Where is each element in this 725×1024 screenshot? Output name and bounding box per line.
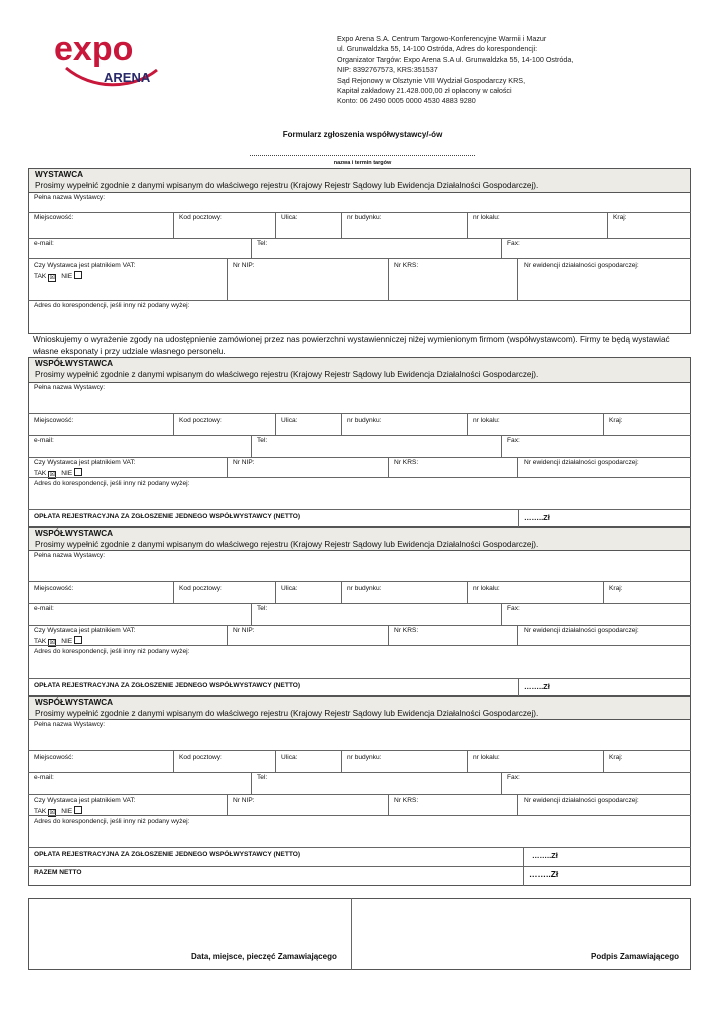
- coexhibitor-title: WSPÓŁWYSTAWCA: [35, 359, 114, 368]
- correspondence-label: Adres do korespondencji, jeśli inny niż podany wyżej:: [34, 818, 190, 825]
- unit-label: nr lokalu:: [473, 585, 500, 592]
- company-line: Sąd Rejonowy w Olsztynie VIII Wydział Gospodarczy KRS,: [337, 75, 526, 85]
- country-label: Kraj:: [613, 214, 627, 221]
- total-net-label: RAZEM NETTO: [34, 869, 82, 876]
- full-name-label: Pełna nazwa Wystawcy:: [34, 552, 106, 559]
- postal-label: Kod pocztowy:: [179, 417, 222, 424]
- activity-label: Nr ewidencji działalności gospodarczej:: [524, 797, 639, 804]
- registration-fee-label: OPŁATA REJESTRACYJNA ZA ZGŁOSZENIE JEDNEGO WSPÓŁWYSTAWCY (NETTO): [34, 513, 301, 520]
- correspondence-label: Adres do korespondencji, jeśli inny niż podany wyżej:: [34, 302, 190, 309]
- vat-yes-checkbox[interactable]: ☒: [49, 275, 56, 281]
- building-label: nr budynku:: [347, 754, 382, 761]
- krs-label: Nr KRS:: [394, 627, 419, 634]
- building-label: nr budynku:: [347, 417, 382, 424]
- coexhibitor-1-heading: [28, 357, 691, 383]
- postal-label: Kod pocztowy:: [179, 754, 222, 761]
- building-label: nr budynku:: [347, 214, 382, 221]
- vat-yes-checkbox[interactable]: ☒: [49, 810, 56, 816]
- fax-label: Fax:: [507, 774, 520, 781]
- company-line: Expo Arena S.A. Centrum Targowo-Konferencyjne Warmii i Mazur: [337, 34, 547, 43]
- full-name-input[interactable]: [29, 202, 689, 212]
- vat-no-label: NIE: [61, 808, 73, 815]
- unit-label: nr lokalu:: [473, 754, 500, 761]
- registration-fee-label: OPŁATA REJESTRACYJNA ZA ZGŁOSZENIE JEDNEGO WSPÓŁWYSTAWCY (NETTO): [34, 682, 301, 689]
- activity-label: Nr ewidencji działalności gospodarczej:: [524, 459, 639, 466]
- street-label: Ulica:: [281, 585, 298, 592]
- full-name-label: Pełna nazwa Wystawcy:: [34, 384, 106, 391]
- street-label: Ulica:: [281, 417, 298, 424]
- tel-label: Tel:: [257, 774, 268, 781]
- vat-yes-label: TAK: [34, 470, 47, 477]
- nip-label: Nr NIP:: [233, 262, 255, 269]
- vat-yes-label: TAK: [34, 638, 47, 645]
- logo-text: expo: [54, 30, 134, 68]
- registration-fee-label: OPŁATA REJESTRACYJNA ZA ZGŁOSZENIE JEDNEGO WSPÓŁWYSTAWCY (NETTO): [34, 851, 301, 858]
- consent-text: Wnioskujemy o wyrażenie zgody na udostępnienie zamówionej przez nas powierzchni wystawienniczej niżej wymienionym firmom (współwystawcom). Firmy te będą wystawiać własne eksponaty i przy udziale własnego personelu.: [33, 335, 670, 356]
- building-label: nr budynku:: [347, 585, 382, 592]
- fair-name-label: nazwa i termin targów: [333, 160, 392, 166]
- street-label: Ulica:: [281, 754, 298, 761]
- krs-label: Nr KRS:: [394, 459, 419, 466]
- coexhibitor-instruction: Prosimy wypełnić zgodnie z danymi wpisanym do właściwego rejestru (Krajowy Rejestr Sądowy lub Ewidencja Działalności Gospodarczej).: [35, 540, 539, 549]
- vat-yes-label: TAK: [34, 273, 47, 280]
- expo-arena-logo: [52, 30, 172, 92]
- email-label: e-mail:: [34, 605, 54, 612]
- vat-yes-checkbox[interactable]: ☒: [49, 640, 56, 646]
- exhibitor-heading: [28, 168, 691, 193]
- signature-label: Podpis Zamawiającego: [591, 952, 680, 961]
- coexhibitor-1-form: [28, 382, 691, 527]
- vat-label: Czy Wystawca jest płatnikiem VAT:: [34, 262, 136, 269]
- fax-label: Fax:: [507, 240, 520, 247]
- registration-fee-amount[interactable]: ……..Zł: [532, 851, 558, 860]
- activity-label: Nr ewidencji działalności gospodarczej:: [524, 627, 639, 634]
- company-line: Kapitał zakładowy 21.428.000,00 zł opłacony w całości: [337, 86, 512, 96]
- krs-label: Nr KRS:: [394, 797, 419, 804]
- tel-label: Tel:: [257, 605, 268, 612]
- correspondence-label: Adres do korespondencji, jeśli inny niż podany wyżej:: [34, 648, 190, 655]
- tel-label: Tel:: [257, 240, 268, 247]
- country-label: Kraj:: [609, 754, 623, 761]
- coexhibitor-3-heading: [28, 696, 691, 720]
- coexhibitor-2-form: [28, 550, 691, 696]
- unit-label: nr lokalu:: [473, 417, 500, 424]
- email-label: e-mail:: [34, 240, 54, 247]
- tel-label: Tel:: [257, 437, 268, 444]
- nip-label: Nr NIP:: [233, 627, 255, 634]
- coexhibitor-title: WSPÓŁWYSTAWCA: [35, 529, 114, 538]
- coexhibitor-title: WSPÓŁWYSTAWCA: [35, 698, 114, 707]
- full-name-label: Pełna nazwa Wystawcy:: [34, 194, 106, 201]
- vat-label: Czy Wystawca jest płatnikiem VAT:: [34, 627, 136, 634]
- postal-label: Kod pocztowy:: [179, 585, 222, 592]
- exhibitor-instruction: Prosimy wypełnić zgodnie z danymi wpisanym do właściwego rejestru (Krajowy Rejestr Sądowy lub Ewidencja Działalności Gospodarczej).: [35, 181, 539, 190]
- vat-no-label: NIE: [61, 273, 73, 280]
- street-label: Ulica:: [281, 214, 298, 221]
- fax-label: Fax:: [507, 437, 520, 444]
- full-name-label: Pełna nazwa Wystawcy:: [34, 721, 106, 728]
- vat-choice: [34, 271, 85, 282]
- vat-yes-checkbox[interactable]: ☒: [49, 472, 56, 478]
- date-stamp-label: Data, miejsce, pieczęć Zamawiającego: [191, 952, 337, 961]
- city-label: Miejscowość:: [34, 754, 74, 761]
- fair-name-field[interactable]: [250, 151, 475, 156]
- vat-label: Czy Wystawca jest płatnikiem VAT:: [34, 797, 136, 804]
- registration-fee-amount[interactable]: ……..Zł: [524, 513, 550, 522]
- registration-fee-amount[interactable]: ……..Zł: [524, 682, 550, 691]
- city-label: Miejscowość:: [34, 214, 74, 221]
- city-label: Miejscowość:: [34, 585, 74, 592]
- vat-label: Czy Wystawca jest płatnikiem VAT:: [34, 459, 136, 466]
- vat-no-checkbox[interactable]: [74, 806, 82, 814]
- vat-no-checkbox[interactable]: [74, 636, 82, 644]
- company-info: [337, 34, 573, 107]
- email-label: e-mail:: [34, 437, 54, 444]
- coexhibitor-instruction: Prosimy wypełnić zgodnie z danymi wpisanym do właściwego rejestru (Krajowy Rejestr Sądowy lub Ewidencja Działalności Gospodarczej).: [35, 709, 539, 718]
- activity-label: Nr ewidencji działalności gospodarczej:: [524, 262, 639, 269]
- vat-no-label: NIE: [61, 638, 73, 645]
- postal-label: Kod pocztowy:: [179, 214, 222, 221]
- coexhibitor-instruction: Prosimy wypełnić zgodnie z danymi wpisanym do właściwego rejestru (Krajowy Rejestr Sądowy lub Ewidencja Działalności Gospodarczej).: [35, 370, 539, 379]
- vat-no-checkbox[interactable]: [74, 468, 82, 476]
- nip-label: Nr NIP:: [233, 459, 255, 466]
- nip-label: Nr NIP:: [233, 797, 255, 804]
- city-label: Miejscowość:: [34, 417, 74, 424]
- company-line: Organizator Targów: Expo Arena S.A ul. Grunwaldzka 55, 14-100 Ostróda,: [337, 54, 574, 64]
- logo-subtext: ARENA: [104, 70, 151, 85]
- country-label: Kraj:: [609, 417, 623, 424]
- company-line: ul. Grunwaldzka 55, 14-100 Ostróda, Adres do korespondencji:: [337, 44, 538, 54]
- total-net-amount[interactable]: ……..Zł: [529, 869, 559, 879]
- unit-label: nr lokalu:: [473, 214, 500, 221]
- company-line: Konto: 06 2490 0005 0000 4530 4883 9280: [337, 96, 476, 106]
- form-title: Formularz zgłoszenia współwystawcy/-ów: [282, 130, 443, 139]
- vat-no-checkbox[interactable]: [74, 271, 82, 279]
- country-label: Kraj:: [609, 585, 623, 592]
- fax-label: Fax:: [507, 605, 520, 612]
- krs-label: Nr KRS:: [394, 262, 419, 269]
- email-label: e-mail:: [34, 774, 54, 781]
- correspondence-label: Adres do korespondencji, jeśli inny niż podany wyżej:: [34, 480, 190, 487]
- company-line: NIP: 8392767573, KRS:351537: [337, 65, 438, 75]
- coexhibitor-2-heading: [28, 527, 691, 551]
- vat-yes-label: TAK: [34, 808, 47, 815]
- exhibitor-title: WYSTAWCA: [35, 170, 84, 179]
- vat-no-label: NIE: [61, 470, 73, 477]
